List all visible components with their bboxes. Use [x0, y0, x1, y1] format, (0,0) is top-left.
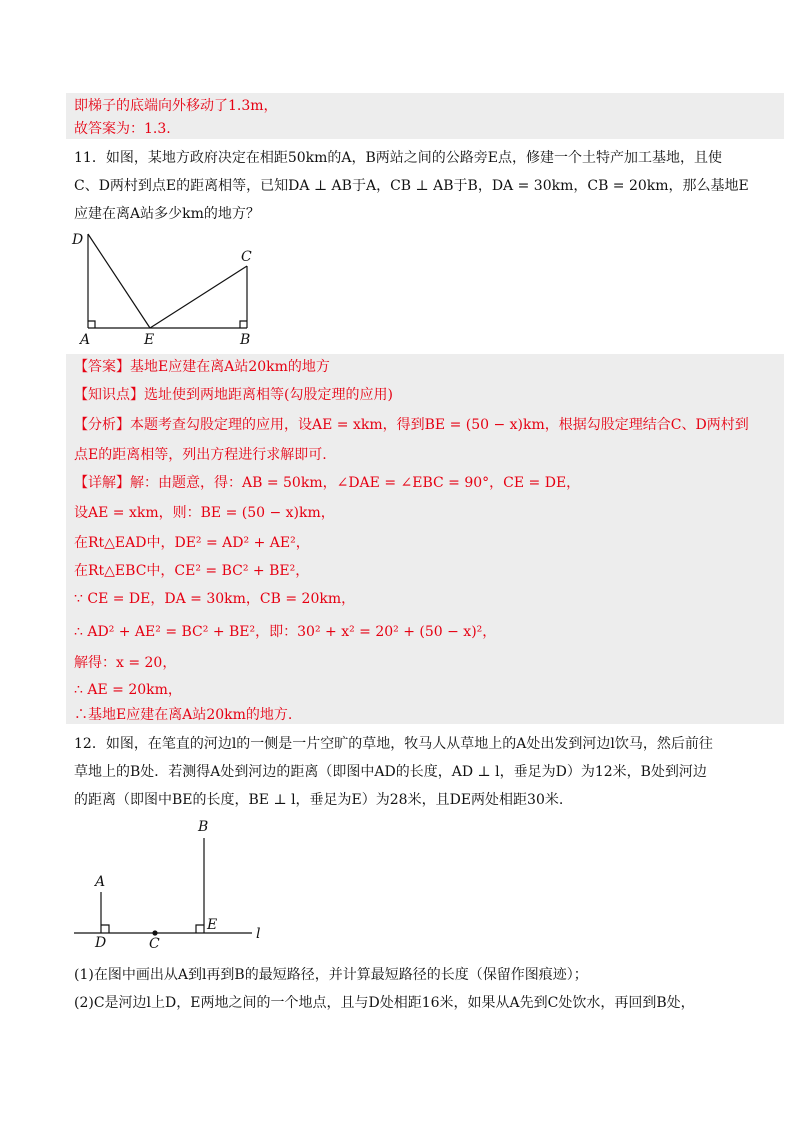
q11-analysis-line-2: 点E的距离相等，列出方程进行求解即可. [74, 447, 327, 463]
q11-step-3: 在Rt△EAD中，DE² = AD² + AE²， [74, 535, 310, 551]
segment-EC [150, 266, 247, 328]
right-angle-mark-E [196, 925, 204, 933]
label-B: B [240, 332, 251, 348]
label-D: D [95, 935, 107, 951]
label-l: l [256, 926, 261, 942]
q11-step-7: 解得：x = 20， [74, 655, 177, 671]
label-E: E [207, 917, 218, 933]
label-C: C [241, 249, 252, 265]
label-C: C [149, 936, 160, 952]
right-angle-mark-A [88, 321, 95, 328]
segment-DE [88, 234, 150, 328]
previous-answer-line-1: 即梯子的底端向外移动了1.3m， [74, 98, 278, 114]
q11-step-6: ∴ AD² + AE² = BC² + BE²，即：30² + x² = 20² + (50 − x)²， [74, 624, 497, 640]
q11-figure [66, 228, 286, 350]
q11-step-8: ∴ AE = 20km， [74, 682, 182, 698]
right-angle-mark-D [101, 925, 109, 933]
label-A: A [95, 874, 106, 890]
previous-answer-line-2: 故答案为：1.3. [74, 121, 171, 137]
label-E: E [144, 332, 155, 348]
q12-figure [70, 812, 270, 952]
q12-stem-line-3: 的距离（即图中BE的长度，BE ⊥ l，垂足为E）为28米，且DE两处相距30米. [74, 792, 564, 808]
q12-stem-line-1: 12．如图，在笔直的河边l的一侧是一片空旷的草地，牧马人从草地上的A处出发到河边l饮马，然后前往 [74, 736, 713, 752]
q11-stem-line-2: C、D两村到点E的距离相等，已知DA ⊥ AB于A，CB ⊥ AB于B，DA = 30km，CB = 20km，那么基地E [74, 178, 749, 194]
q11-stem-line-3: 应建在离A站多少km的地方？ [74, 206, 260, 222]
label-A: A [80, 332, 91, 348]
q12-part-2: (2)C是河边l上D，E两地之间的一个地点，且与D处相距16米，如果从A先到C处饮水，再回到B处， [74, 995, 695, 1011]
q11-knowledge-point: 【知识点】选址使到两地距离相等(勾股定理的应用) [74, 387, 393, 403]
q11-analysis-line-1: 【分析】本题考查勾股定理的应用，设AE = xkm，得到BE = (50 − x)km，根据勾股定理结合C、D两村到 [74, 417, 749, 433]
label-B: B [198, 819, 209, 835]
point-C [152, 930, 157, 935]
q11-step-5: ∵ CE = DE，DA = 30km，CB = 20km， [74, 591, 356, 607]
q11-step-4: 在Rt△EBC中，CE² = BC² + BE²， [74, 563, 310, 579]
q11-stem-line-1: 11．如图，某地方政府决定在相距50km的A，B两站之间的公路旁E点，修建一个土特产加工基地，且使 [74, 150, 723, 166]
q11-step-2: 设AE = xkm，则：BE = (50 − x)km， [74, 505, 335, 521]
q11-step-1: 【详解】解：由题意，得：AB = 50km，∠DAE = ∠EBC = 90°，CE = DE， [74, 475, 581, 491]
label-D: D [72, 232, 84, 248]
q11-step-9: ∴基地E应建在离A站20km的地方. [74, 707, 293, 723]
q12-stem-line-2: 草地上的B处．若测得A处到河边的距离（即图中AD的长度，AD ⊥ l，垂足为D）为12米，B处到河边 [74, 764, 707, 780]
right-angle-mark-B [240, 321, 247, 328]
q12-part-1: (1)在图中画出从A到l再到B的最短路径，并计算最短路径的长度（保留作图痕迹）； [74, 967, 588, 983]
q11-answer: 【答案】基地E应建在离A站20km的地方 [74, 359, 330, 375]
